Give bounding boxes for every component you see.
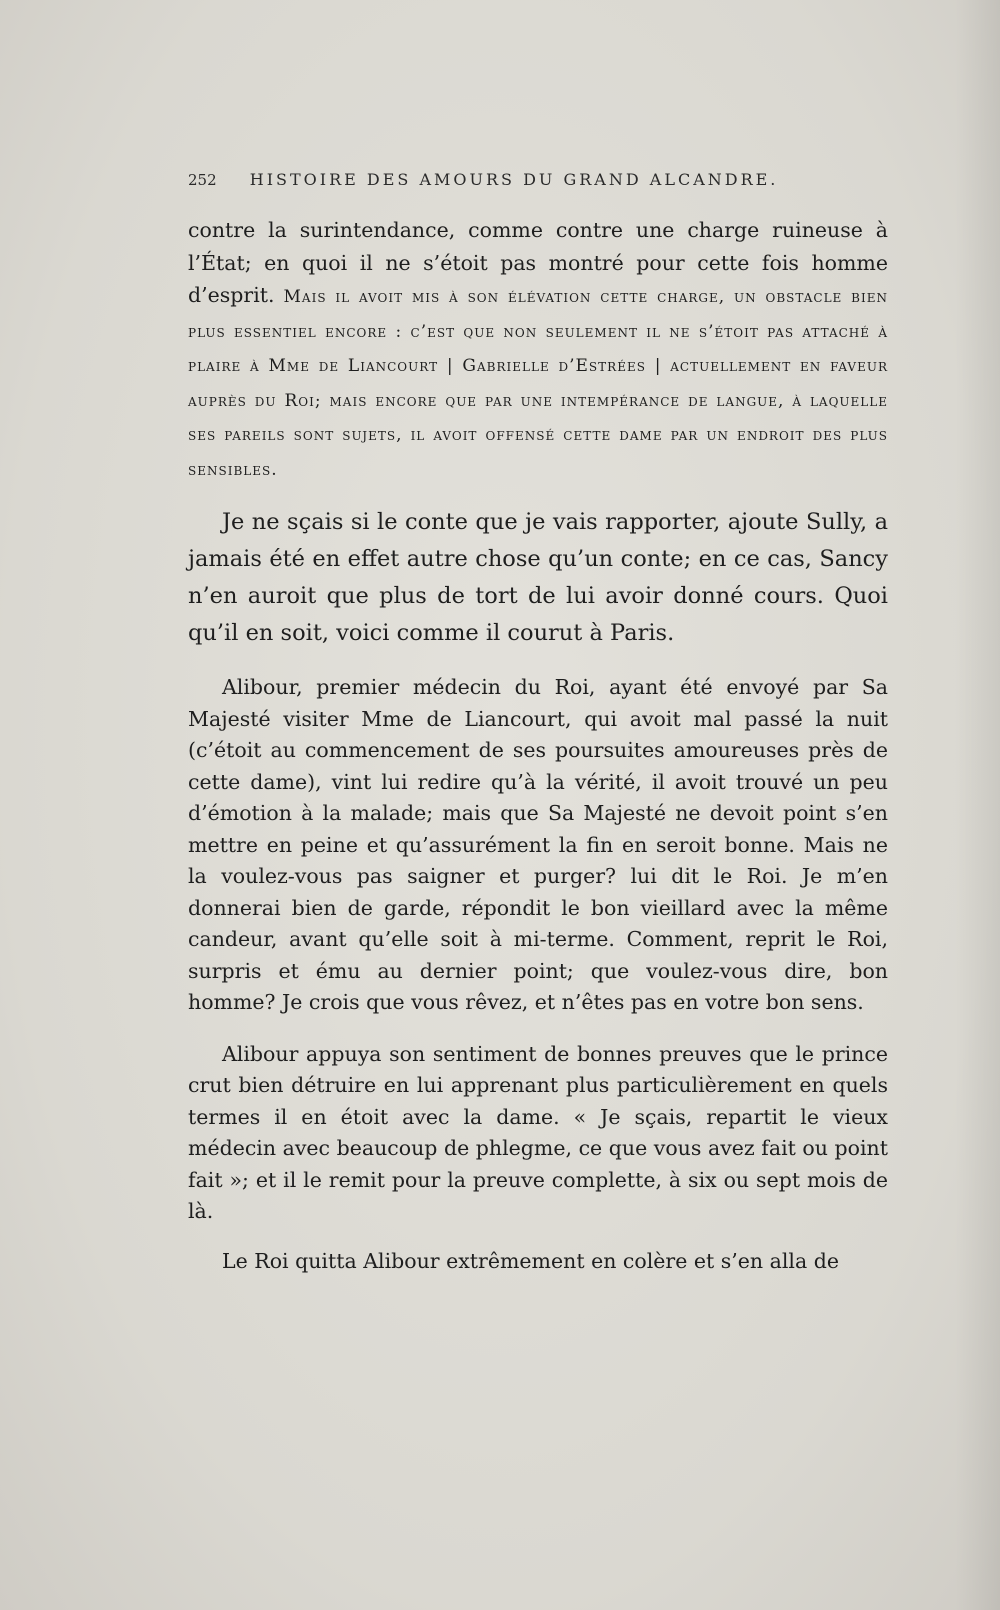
page-gutter-shadow xyxy=(955,0,1000,1610)
page-header xyxy=(188,170,828,189)
paragraph-5: Le Roi quitta Alibour extrêmement en colère et s’en alla de xyxy=(222,1248,839,1273)
paragraph-4: Alibour appuya son sentiment de bonnes preuves que le prince crut bien détruire en lui apprenant plus particulièrement en quels termes il en étoit avec la dame. « Je sçais, repartit le vieux médecin avec beaucoup de phlegme, ce que vous avez fait ou point fait »; et il le remit pour la preuve complette, à six ou sept mois de là. xyxy=(188,1041,888,1223)
paragraph-2: Je ne sçais si le conte que je vais rapporter, ajoute Sully, a jamais été en effet autre chose qu’un conte; en ce cas, Sancy n’en auroit que plus de tort de lui avoir donné cours. Quoi qu’il en soit, voici comme il courut à Paris. xyxy=(188,509,888,646)
paragraph-1-smallcaps: Mais il avoit mis à son élévation cette charge, un obstacle bien plus essentiel encore : c’est que non seulement il ne s’étoit pas attaché à plaire à Mme de Liancourt | Gabrielle d’Estrées | actuellement en faveur auprès du Roi; mais encore que par une intempérance de langue, à laquelle ses pareils sont sujets, il avoit offensé cette dame par un endroit des plus sensibles. xyxy=(188,287,888,480)
body-text xyxy=(188,214,888,1277)
paragraph-3: Alibour, premier médecin du Roi, ayant été envoyé par Sa Majesté visiter Mme de Liancourt, qui avoit mal passé la nuit (c’étoit au commencement de ses poursuites amoureuses près de cette dame), vint lui redire qu’à la vérité, il avoit trouvé un peu d’émotion à la malade; mais que Sa Majesté ne devoit point s’en mettre en peine et qu’assurément la fin en seroit bonne. Mais ne la voulez-vous pas saigner et purger? lui dit le Roi. Je m’en donnerai bien de garde, répondit le bon vieillard avec la même candeur, avant qu’elle soit à mi-terme. Comment, reprit le Roi, surpris et ému au dernier point; que voulez-vous dire, bon homme? Je crois que vous rêvez, et n’êtes pas en votre bon sens. xyxy=(188,675,888,1014)
page-number: 252 xyxy=(188,171,217,189)
paragraph-1 xyxy=(188,214,888,486)
paragraph-1-text: contre la surintendance, comme contre une charge ruineuse à l’État; en quoi il ne s’étoit pas montré pour cette fois homme d’esprit. xyxy=(188,218,888,307)
running-title: HISTOIRE DES AMOURS DU GRAND ALCANDRE. xyxy=(249,170,779,189)
